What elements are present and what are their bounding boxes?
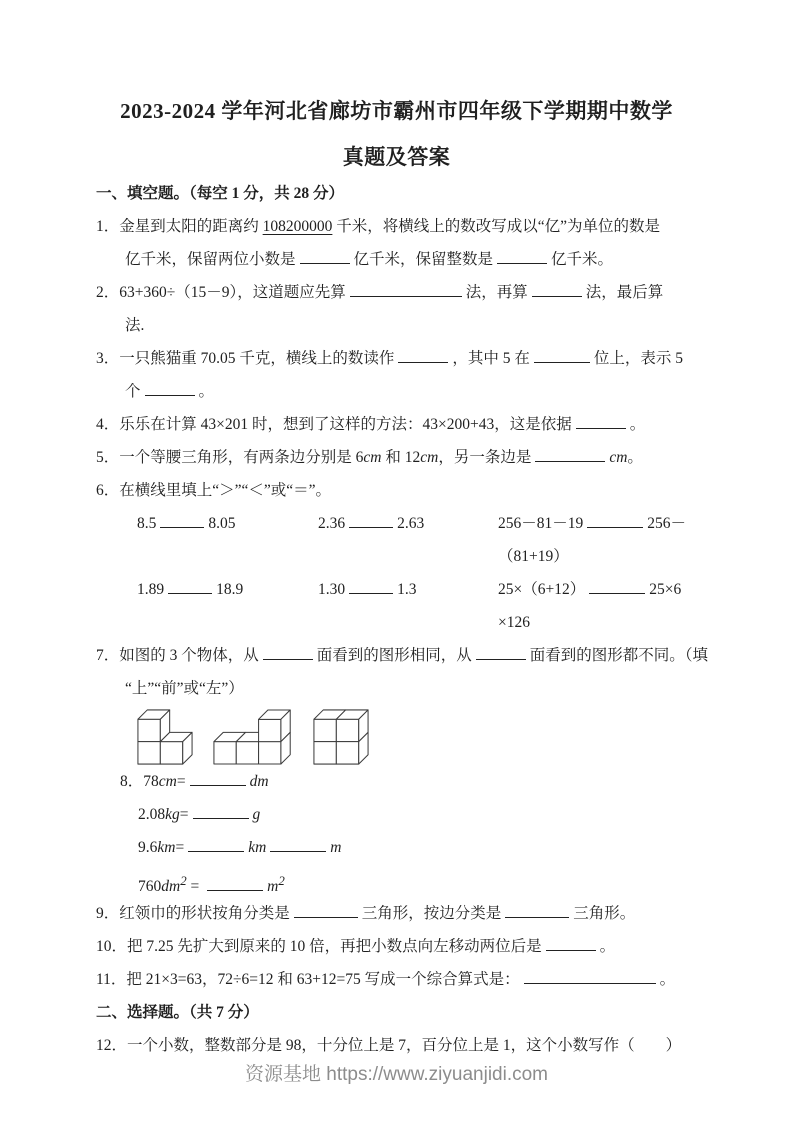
exam-body — [96, 177, 736, 1062]
answer-blank — [534, 347, 590, 363]
question-3-line-2: 个 。 — [96, 375, 736, 408]
question-8-line-3: 9.6km= km m — [96, 831, 736, 864]
answer-blank — [207, 875, 263, 891]
unit-m2: $m^2$ — [267, 873, 285, 896]
question-5: 5．一个等腰三角形，有两条边分别是 6cm 和 12cm，另一条边是 cm。 — [96, 441, 736, 474]
cube-figure-2-row-with-top-right — [213, 709, 293, 765]
question-6-compare-grid-row-1 — [96, 507, 736, 573]
answer-blank — [188, 836, 244, 852]
question-7-line-2: “上”“前”或“左”） — [125, 680, 244, 697]
unit-km: km — [248, 839, 267, 856]
answer-blank — [294, 902, 358, 918]
answer-blank — [145, 380, 195, 396]
unit-g: g — [252, 806, 261, 823]
unit-m: m — [330, 839, 342, 856]
question-4: 4．乐乐在计算 43×201 时，想到了这样的方法：43×200+43，这是依据 。 — [96, 408, 736, 441]
question-10: 10．把 7.25 先扩大到原来的 10 倍，再把小数点向左移动两位后是 。 — [96, 930, 736, 963]
question-11: 11．把 21×3=63，72÷6=12 和 63+12=75 写成一个综合算式是： 。 — [96, 963, 736, 996]
unit-cm: cm — [158, 773, 177, 790]
unit-cm: cm — [363, 449, 382, 466]
answer-blank — [587, 512, 643, 528]
answer-blank — [193, 803, 249, 819]
question-1-line-1: 1．金星到太阳的距离约 108200000 千米，将横线上的数改写成以“亿”为单位的数是 — [96, 218, 661, 235]
answer-blank — [190, 770, 246, 786]
answer-blank — [576, 413, 626, 429]
question-8-line-4: $760dm^2 = m^2$ — [138, 873, 285, 896]
answer-blank — [349, 512, 393, 528]
answer-blank — [589, 578, 645, 594]
unit-km: km — [157, 839, 176, 856]
compare-item: 25×（6+12） 25×6 ×126 — [498, 573, 736, 639]
answer-blank — [476, 644, 526, 660]
answer-blank — [350, 281, 462, 297]
compare-item: 1.30 1.3 — [318, 573, 498, 639]
section-2-heading: 二、选择题。（共 7 分） — [96, 1004, 259, 1021]
question-3-line-1: 3．一只熊猫重 70.05 千克，横线上的数读作 ，其中 5 在 位上，表示 5 — [96, 342, 736, 375]
answer-blank — [497, 248, 547, 264]
compare-item: 8.5 8.05 — [137, 507, 318, 573]
question-7-line-1: 7．如图的 3 个物体，从 面看到的图形相同，从 面看到的图形都不同。（填 — [96, 639, 736, 672]
question-12: 12．一个小数，整数部分是 98，十分位上是 7，百分位上是 1，这个小数写作（ ） — [96, 1037, 682, 1054]
page-title — [40, 88, 753, 180]
answer-blank — [546, 935, 596, 951]
question-8-line-2: 2.08kg= g — [96, 798, 736, 831]
unit-dm2: $dm^2$ — [161, 873, 187, 896]
page-title-line-1: 2023-2024 学年河北省廊坊市霸州市四年级下学期期中数学 — [120, 99, 673, 123]
answer-blank — [300, 248, 350, 264]
question-2-line-1: 2．63+360÷（15－9），这道题应先算 法，再算 法，最后算 — [96, 276, 736, 309]
answer-blank — [270, 836, 326, 852]
compare-item: 256－81－19 256－ （81+19） — [498, 507, 736, 573]
unit-dm: dm — [249, 773, 269, 790]
answer-blank — [524, 968, 656, 984]
unit-cm: cm — [609, 449, 628, 466]
question-1-line-2: 亿千米，保留两位小数是 亿千米，保留整数是 亿千米。 — [96, 243, 736, 276]
unit-cm: cm — [420, 449, 439, 466]
underlined-number: 108200000 — [262, 218, 333, 235]
answer-blank — [505, 902, 569, 918]
compare-item: 1.89 18.9 — [137, 573, 318, 639]
compare-item: 2.36 2.63 — [318, 507, 498, 573]
answer-blank — [160, 512, 204, 528]
question-6-compare-grid-row-2 — [96, 573, 736, 639]
answer-blank — [535, 446, 605, 462]
answer-blank — [168, 578, 212, 594]
question-6-heading: 6．在横线里填上“＞”“＜”或“＝”。 — [96, 482, 332, 499]
footer-watermark: 资源基地 https://www.ziyuanjidi.com — [244, 1064, 549, 1085]
answer-blank — [398, 347, 448, 363]
cube-figure-3-2x2-block — [313, 709, 369, 765]
cube-figure-1-l-shape — [137, 709, 193, 765]
page-title-line-2: 真题及答案 — [342, 145, 451, 169]
question-7-figures — [96, 707, 736, 765]
section-1-heading: 一、填空题。（每空 1 分，共 28 分） — [96, 185, 345, 202]
question-2-line-2: 法. — [125, 317, 145, 334]
question-8-line-1: 8．78cm= dm — [96, 765, 736, 798]
answer-blank — [349, 578, 393, 594]
answer-blank — [532, 281, 582, 297]
answer-blank — [263, 644, 313, 660]
unit-kg: kg — [165, 806, 180, 823]
question-9: 9．红领巾的形状按角分类是 三角形，按边分类是 三角形。 — [96, 897, 736, 930]
